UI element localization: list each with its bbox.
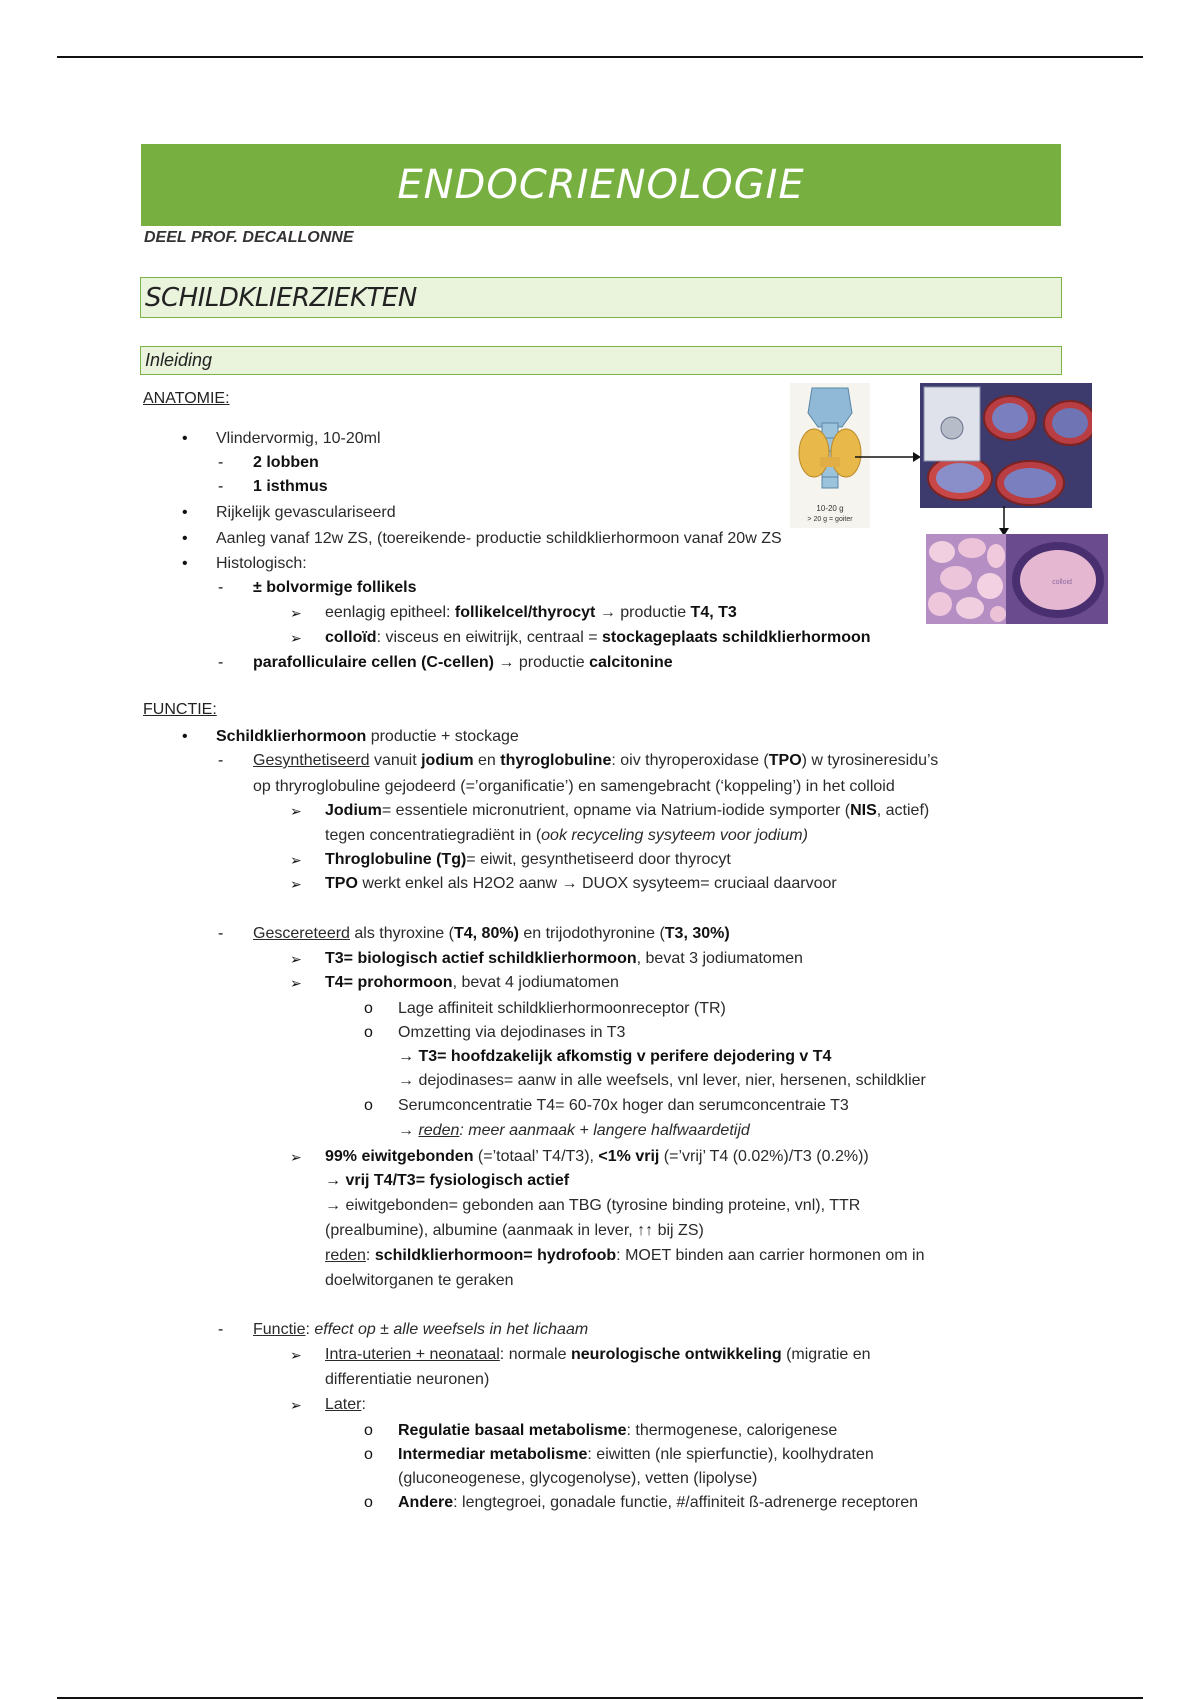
arrow-marker: ➢ bbox=[290, 630, 302, 646]
anatomie-heading: ANATOMIE: bbox=[143, 390, 230, 407]
top-rule bbox=[57, 56, 1143, 58]
functie-line-26: Later: bbox=[325, 1396, 366, 1413]
figure-caption-goiter: > 20 g = goiter bbox=[807, 516, 853, 523]
histology-low-magnification-image bbox=[926, 534, 1006, 624]
functie-line-4: Jodium= essentiele micronutrient, opname via Natrium-iodide symporter (NIS, actief) bbox=[325, 802, 930, 819]
anatomie-line-6: Histologisch: bbox=[216, 555, 307, 572]
functie-line-20: (prealbumine), albumine (aanmaak in lever, ↑↑ bij ZS) bbox=[325, 1222, 704, 1239]
bullet-marker: • bbox=[182, 430, 188, 447]
bottom-rule bbox=[57, 1697, 1143, 1699]
arrow-down-icon bbox=[998, 506, 1010, 536]
arrow-right-icon bbox=[855, 450, 921, 464]
arrow-marker: ➢ bbox=[290, 975, 302, 991]
circle-marker: o bbox=[364, 1446, 373, 1463]
dash-marker: - bbox=[218, 478, 224, 495]
dash-marker: - bbox=[218, 454, 224, 471]
histology-follicle-detail-image bbox=[1006, 534, 1108, 624]
figure-label-colloid: colloid bbox=[1052, 579, 1072, 586]
section-heading bbox=[140, 277, 1062, 318]
functie-line-12: Omzetting via dejodinases in T3 bbox=[398, 1024, 626, 1041]
arrow-marker: ➢ bbox=[290, 1397, 302, 1413]
functie-line-23: Functie: effect op ± alle weefsels in het lichaam bbox=[253, 1321, 589, 1338]
functie-heading: FUNCTIE: bbox=[143, 701, 217, 718]
anatomie-line-10: parafolliculaire cellen (C-cellen) → productie calcitonine bbox=[253, 654, 673, 671]
dash-marker: - bbox=[218, 654, 224, 671]
functie-line-16: → reden: meer aanmaak + langere halfwaardetijd bbox=[398, 1122, 750, 1139]
arrow-marker: ➢ bbox=[290, 876, 302, 892]
dash-marker: - bbox=[218, 1321, 224, 1338]
functie-line-29: (gluconeogenese, glycogenolyse), vetten (lipolyse) bbox=[398, 1470, 758, 1487]
follicle-structure-illustration bbox=[920, 383, 1092, 508]
dash-marker: - bbox=[218, 925, 224, 942]
functie-line-18: → vrij T4/T3= fysiologisch actief bbox=[325, 1172, 570, 1189]
arrow-marker: ➢ bbox=[290, 852, 302, 868]
functie-line-13: → T3= hoofdzakelijk afkomstig v perifere dejodering v T4 bbox=[398, 1048, 832, 1065]
arrow-marker: ➢ bbox=[290, 803, 302, 819]
anatomie-line-8: eenlagig epitheel: follikelcel/thyrocyt → productie T4, T3 bbox=[325, 604, 737, 621]
functie-line-7: TPO werkt enkel als H2O2 aanw → DUOX sysyteem= cruciaal daarvoor bbox=[325, 875, 837, 892]
functie-line-2: Gesynthetiseerd vanuit jodium en thyroglobuline: oiv thyroperoxidase (TPO) w tyrosineresidu’s bbox=[253, 752, 939, 769]
anatomie-line-2: 2 lobben bbox=[253, 454, 319, 471]
functie-line-17: 99% eiwitgebonden (=’totaal’ T4/T3), <1% vrij (=’vrij’ T4 (0.02%)/T3 (0.2%)) bbox=[325, 1148, 869, 1165]
functie-line-15: Serumconcentratie T4= 60-70x hoger dan serumconcentraie T3 bbox=[398, 1097, 849, 1114]
anatomie-line-7: ± bolvormige follikels bbox=[253, 579, 417, 596]
circle-marker: o bbox=[364, 1097, 373, 1114]
functie-line-22: doelwitorganen te geraken bbox=[325, 1272, 514, 1289]
functie-line-14: → dejodinases= aanw in alle weefsels, vnl lever, nier, hersenen, schildklier bbox=[398, 1072, 926, 1089]
document-title-banner bbox=[141, 144, 1061, 226]
functie-line-10: T4= prohormoon, bevat 4 jodiumatomen bbox=[325, 974, 619, 991]
bullet-marker: • bbox=[182, 530, 188, 547]
functie-line-19: → eiwitgebonden= gebonden aan TBG (tyrosine binding proteine, vnl), TTR bbox=[325, 1197, 861, 1214]
bullet-marker: • bbox=[182, 728, 188, 745]
dash-marker: - bbox=[218, 752, 224, 769]
anatomie-line-4: Rijkelijk gevasculariseerd bbox=[216, 504, 396, 521]
dash-marker: - bbox=[218, 579, 224, 596]
functie-line-5: tegen concentratiegradiënt in (ook recyceling sysyteem voor jodium) bbox=[325, 827, 808, 844]
anatomie-line-1: Vlindervormig, 10-20ml bbox=[216, 430, 381, 447]
section-heading-text: SCHILDKLIERZIEKTEN bbox=[145, 282, 417, 313]
functie-line-1: Schildklierhormoon productie + stockage bbox=[216, 728, 519, 745]
functie-line-24: Intra-uterien + neonataal: normale neurologische ontwikkeling (migratie en bbox=[325, 1346, 871, 1363]
functie-line-3: op thryroglobuline gejodeerd (=’organificatie’) en samengebracht (‘koppeling’) in het colloid bbox=[253, 778, 895, 795]
figure-caption-weight: 10-20 g bbox=[816, 504, 844, 513]
circle-marker: o bbox=[364, 1000, 373, 1017]
arrow-marker: ➢ bbox=[290, 951, 302, 967]
arrow-marker: ➢ bbox=[290, 1347, 302, 1363]
circle-marker: o bbox=[364, 1494, 373, 1511]
bullet-marker: • bbox=[182, 555, 188, 572]
anatomie-line-9: colloïd: visceus en eiwitrijk, centraal = stockageplaats schildklierhormoon bbox=[325, 629, 871, 646]
document-title: ENDOCRIENOLOGIE bbox=[397, 162, 805, 208]
functie-line-28: Intermediar metabolisme: eiwitten (nle spierfunctie), koolhydraten bbox=[398, 1446, 874, 1463]
circle-marker: o bbox=[364, 1024, 373, 1041]
functie-line-9: T3= biologisch actief schildklierhormoon, bevat 3 jodiumatomen bbox=[325, 950, 803, 967]
subsection-heading bbox=[140, 346, 1062, 375]
anatomie-line-5: Aanleg vanaf 12w ZS, (toereikende- productie schildklierhormoon vanaf 20w ZS bbox=[216, 530, 782, 547]
arrow-marker: ➢ bbox=[290, 1149, 302, 1165]
functie-line-21: reden: schildklierhormoon= hydrofoob: MOET binden aan carrier hormonen om in bbox=[325, 1247, 925, 1264]
arrow-marker: ➢ bbox=[290, 605, 302, 621]
functie-line-25: differentiatie neuronen) bbox=[325, 1371, 490, 1388]
functie-line-6: Throglobuline (Tg)= eiwit, gesynthetiseerd door thyrocyt bbox=[325, 851, 731, 868]
subsection-heading-text: Inleiding bbox=[145, 350, 213, 370]
bullet-marker: • bbox=[182, 504, 188, 521]
anatomie-line-3: 1 isthmus bbox=[253, 478, 328, 495]
circle-marker: o bbox=[364, 1422, 373, 1439]
functie-line-11: Lage affiniteit schildklierhormoonreceptor (TR) bbox=[398, 1000, 726, 1017]
functie-line-27: Regulatie basaal metabolisme: thermogenese, calorigenese bbox=[398, 1422, 838, 1439]
document-subtitle: DEEL PROF. DECALLONNE bbox=[144, 229, 354, 246]
functie-line-8: Gescereteerd als thyroxine (T4, 80%) en trijodothyronine (T3, 30%) bbox=[253, 925, 730, 942]
functie-line-30: Andere: lengtegroei, gonadale functie, #/affiniteit ß-adrenerge receptoren bbox=[398, 1494, 919, 1511]
